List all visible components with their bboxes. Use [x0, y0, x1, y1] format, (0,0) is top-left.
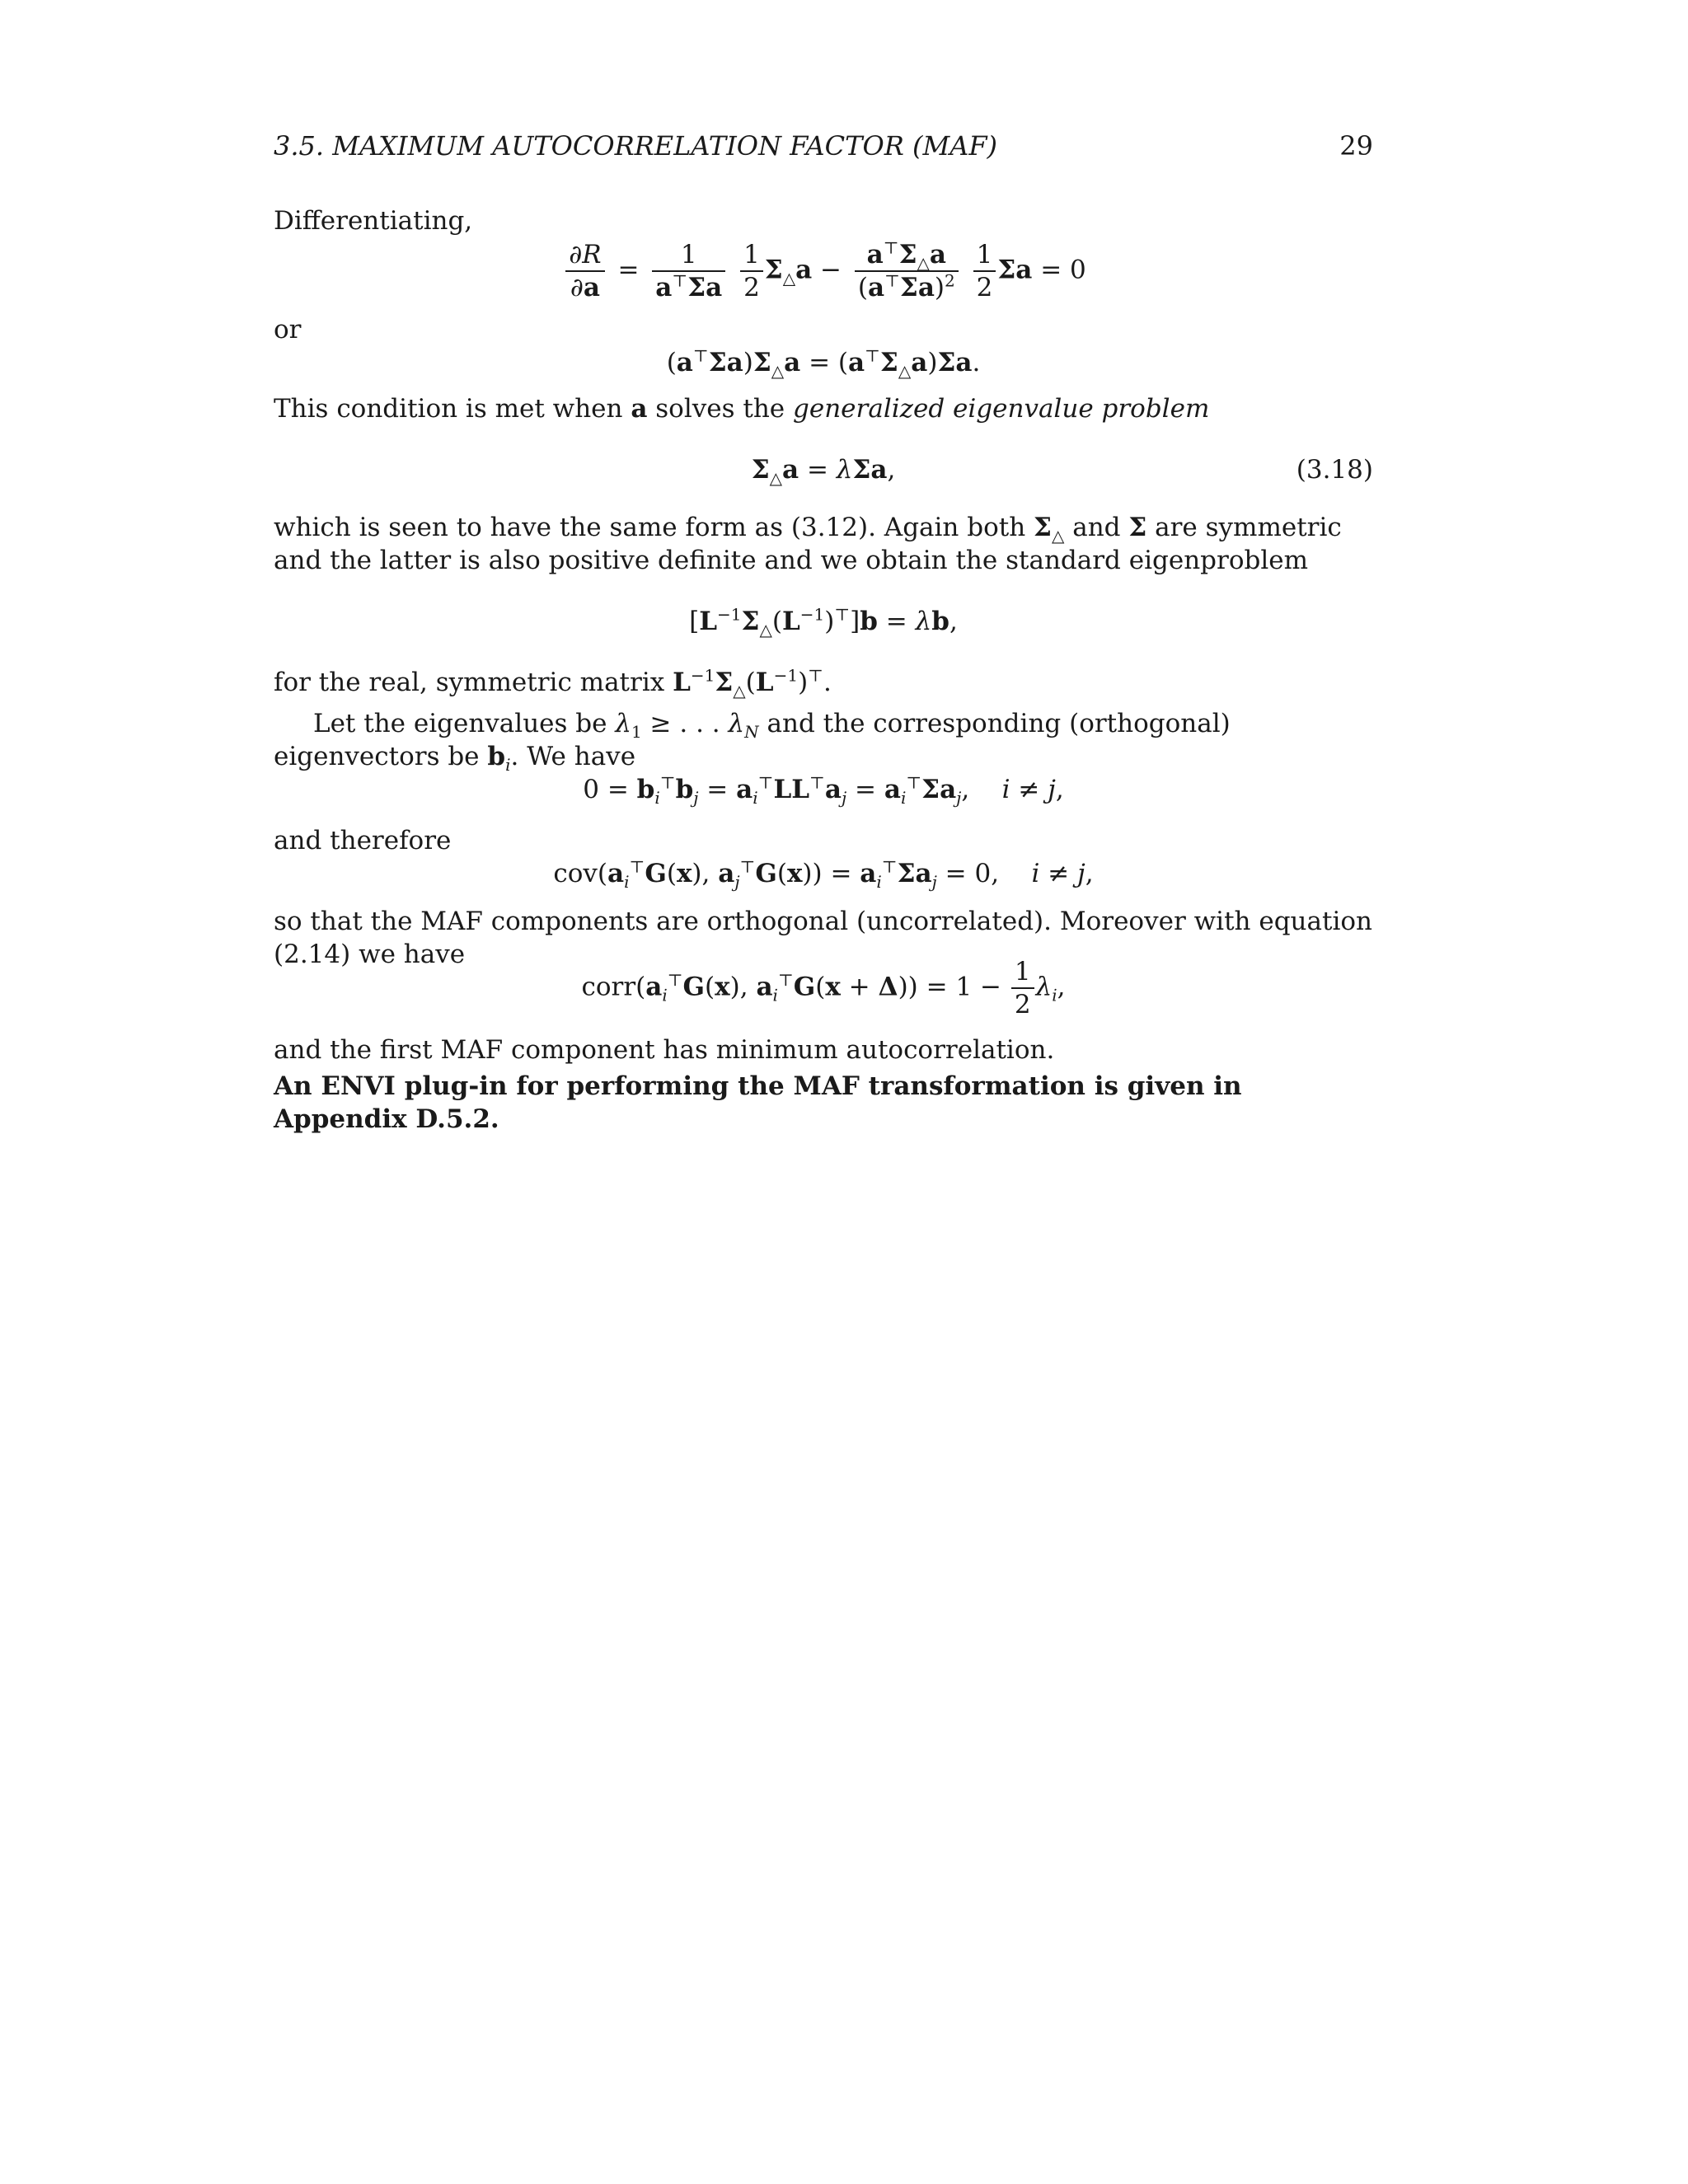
equation-number-3-18: (3.18): [1296, 455, 1373, 485]
running-header: [274, 125, 1373, 166]
equation-orthogonality: $0 = b_i^⊤b_j = a_i^⊤LL^⊤a_j = a_i^⊤\Sigma a_j$, i ≠ j,: [583, 772, 1064, 808]
paragraph-eigenvalues: Let the eigenvalues be $\lambda_1$ ≥ . . . $\lambda_N$ and the corresponding (orthogonal) eigenvectors be $b_i$. We have: [274, 709, 1231, 776]
equation-3-18: $\Sigma_\triangle a = \lambda\Sigma a$,: [751, 455, 896, 489]
paragraph-real-symmetric: for the real, symmetric matrix $L^{-1}\Sigma_\triangle(L^{-1})^⊤$.: [274, 665, 832, 701]
paragraph-envi-plugin: An ENVI plug-in for performing the MAF transformation is given in Appendix D.5.2.: [274, 1071, 1242, 1134]
page-number: 29: [1339, 130, 1373, 162]
section-title: 3.5. MAXIMUM AUTOCORRELATION FACTOR (MAF): [274, 130, 998, 162]
equation-standard-eigenproblem: $[L^{-1}\Sigma_\triangle(L^{-1})^⊤]b = \lambda b$,: [689, 604, 958, 640]
equation-condition: $(a^⊤\Sigma a)\Sigma_\triangle a = (a^⊤\Sigma_\triangle a)\Sigma a$.: [666, 345, 981, 382]
paragraph-differentiating: Differentiating,: [274, 206, 473, 236]
paragraph-maf-orthogonal: so that the MAF components are orthogonal (uncorrelated). Moreover with equation (2.14) we have: [274, 907, 1372, 969]
equation-correlation: $corr(a_i^⊤G(x)$, $a_i^⊤G(x + \Delta)) = 1$ − $\frac{1}{2}$ $\lambda_i$,: [581, 957, 1066, 1019]
equation-covariance: $cov(a_i^⊤G(x)$, $a_j^⊤G(x)) = a_i^⊤\Sigma a_j = 0$, i ≠ j,: [553, 856, 1094, 893]
paragraph-therefore: and therefore: [274, 826, 452, 855]
paragraph-same-form: which is seen to have the same form as (3.12). Again both $\Sigma_\triangle$ and Σ are symmetric and the latter is also positive definite and we obtain the standard eigenproblem: [274, 513, 1342, 575]
paragraph-condition: This condition is met when a solves the generalized eigenvalue problem: [274, 394, 1210, 424]
paragraph-or: or: [274, 315, 302, 344]
paragraph-first-maf: and the first MAF component has minimum autocorrelation.: [274, 1035, 1055, 1065]
equation-derivative: $\frac{\partial R}{\partial a}$ = $\frac{1}{a^⊤\Sigma a}$ $\frac{1}{2}$ $\Sigma_\triangle a$ − $\frac{a^⊤\Sigma_\triangle a}{(a^⊤\Sigma a)^2}$ $\frac{1}{2}$ Σa = 0: [274, 239, 1373, 303]
